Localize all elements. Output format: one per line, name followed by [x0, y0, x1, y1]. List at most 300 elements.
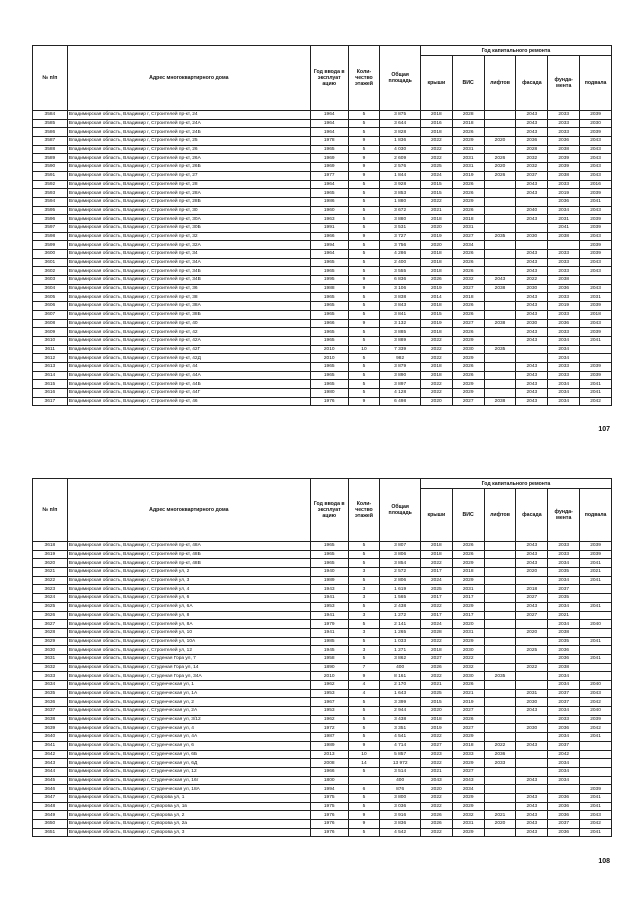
cell-num: 3627: [33, 620, 68, 629]
col-address-header: Адрес многоквартирного дома: [67, 479, 310, 542]
cell-area: 3 885: [380, 328, 421, 337]
cell-facade: 2043: [516, 111, 548, 120]
cell-foundation: 2033: [548, 542, 580, 551]
cell-basement: [580, 672, 612, 681]
col-vis-header: ВИС: [452, 489, 484, 542]
cell-facade: 2043: [516, 602, 548, 611]
cell-basement: 2040: [580, 707, 612, 716]
cell-facade: [516, 681, 548, 690]
cell-floors: 5: [348, 189, 380, 198]
table-row: [33, 328, 612, 337]
cell-floors: 5: [348, 767, 380, 776]
cell-address: Владимирская область, Владимир г, Строителей пр-кт, 30Б: [67, 223, 310, 232]
cell-year: 1965: [310, 542, 348, 551]
cell-year: 1988: [310, 284, 348, 293]
cell-area: 400: [380, 776, 421, 785]
cell-floors: 6: [348, 785, 380, 794]
cell-basement: 2043: [580, 284, 612, 293]
cell-floors: 5: [348, 223, 380, 232]
cell-floors: 5: [348, 715, 380, 724]
cell-facade: 2043: [516, 559, 548, 568]
cell-num: 3611: [33, 345, 68, 354]
cell-year: 1960: [310, 206, 348, 215]
col-facade-header: фасада: [516, 489, 548, 542]
cell-foundation: 2033: [548, 550, 580, 559]
cell-area: 3 106: [380, 284, 421, 293]
cell-foundation: 2036: [548, 811, 580, 820]
cell-vis: 2022: [452, 654, 484, 663]
cell-basement: [580, 276, 612, 285]
cell-facade: 2032: [516, 163, 548, 172]
cell-year: 1980: [310, 389, 348, 398]
cell-num: 3639: [33, 724, 68, 733]
table-row: [33, 389, 612, 398]
cell-basement: 2041: [580, 336, 612, 345]
cell-foundation: 2037: [548, 741, 580, 750]
cell-basement: 2041: [580, 602, 612, 611]
cell-num: 3590: [33, 163, 68, 172]
cell-roof: 2015: [420, 310, 452, 319]
cell-roof: 2043: [420, 776, 452, 785]
cell-address: Владимирская область, Владимир г, Студенческая ул, 12: [67, 767, 310, 776]
cell-floors: 5: [348, 698, 380, 707]
cell-foundation: 2034: [548, 206, 580, 215]
cell-lift: 2020: [484, 820, 516, 829]
cell-floors: 5: [348, 258, 380, 267]
cell-vis: 2029: [452, 793, 484, 802]
cell-facade: 2018: [516, 585, 548, 594]
cell-floors: 5: [348, 336, 380, 345]
cell-floors: 5: [348, 145, 380, 154]
cell-basement: 2041: [580, 793, 612, 802]
cell-lift: [484, 380, 516, 389]
cell-roof: 2017: [420, 611, 452, 620]
cell-area: 3 836: [380, 820, 421, 829]
cell-basement: 2043: [580, 811, 612, 820]
cell-facade: 2043: [516, 793, 548, 802]
cell-roof: 2022: [420, 672, 452, 681]
cell-basement: [580, 345, 612, 354]
table-row: [33, 397, 612, 406]
cell-floors: 5: [348, 620, 380, 629]
cell-num: 3624: [33, 594, 68, 603]
cell-floors: [348, 776, 380, 785]
cell-basement: 2039: [580, 362, 612, 371]
cell-vis: 2027: [452, 397, 484, 406]
cell-foundation: 2034: [548, 602, 580, 611]
cell-foundation: 2034: [548, 776, 580, 785]
cell-floors: 5: [348, 310, 380, 319]
cell-address: Владимирская область, Владимир г, Строителей пр-кт, 25: [67, 137, 310, 146]
cell-address: Владимирская область, Владимир г, Строителей ул, 10: [67, 628, 310, 637]
cell-floors: 9: [348, 820, 380, 829]
cell-basement: 2039: [580, 302, 612, 311]
cell-area: 982: [380, 354, 421, 363]
cell-vis: 2034: [452, 241, 484, 250]
cell-vis: 2029: [452, 759, 484, 768]
cell-foundation: 2034: [548, 672, 580, 681]
cell-year: 1953: [310, 689, 348, 698]
cell-num: 3643: [33, 759, 68, 768]
cell-year: 1975: [310, 802, 348, 811]
cell-lift: [484, 689, 516, 698]
cell-floors: 5: [348, 354, 380, 363]
cell-vis: 2027: [452, 319, 484, 328]
cell-vis: 2026: [452, 206, 484, 215]
cell-foundation: 2033: [548, 310, 580, 319]
cell-address: Владимирская область, Владимир г, Строителей пр-кт, 44Г: [67, 389, 310, 398]
cell-vis: 2018: [452, 215, 484, 224]
table-row: [33, 802, 612, 811]
cell-year: 1979: [310, 620, 348, 629]
cell-address: Владимирская область, Владимир г, Строителей пр-кт, 42А: [67, 336, 310, 345]
table-row: [33, 119, 612, 128]
cell-floors: 5: [348, 328, 380, 337]
cell-lift: [484, 145, 516, 154]
cell-area: 3 880: [380, 215, 421, 224]
cell-facade: 2030: [516, 698, 548, 707]
col-year-header: Год ввода в эксплуат ацию: [310, 479, 348, 542]
table-row: [33, 689, 612, 698]
cell-vis: 2026: [452, 189, 484, 198]
table-row: [33, 776, 612, 785]
cell-roof: 2018: [420, 550, 452, 559]
table-row: [33, 336, 612, 345]
cell-address: Владимирская область, Владимир г, Строителей ул, 6А: [67, 602, 310, 611]
cell-address: Владимирская область, Владимир г, Строителей пр-кт, 34А: [67, 258, 310, 267]
cell-facade: [516, 241, 548, 250]
cell-area: 1 272: [380, 611, 421, 620]
cell-floors: 5: [348, 111, 380, 120]
cell-num: 3608: [33, 319, 68, 328]
cell-facade: [516, 750, 548, 759]
col-num-header: № п/п: [33, 46, 68, 111]
cell-roof: 2018: [420, 715, 452, 724]
cell-floors: 5: [348, 267, 380, 276]
cell-floors: 5: [348, 654, 380, 663]
cell-address: Владимирская область, Владимир г, Строителей пр-кт, 46: [67, 397, 310, 406]
cell-facade: [516, 767, 548, 776]
cell-address: Владимирская область, Владимир г, Строителей пр-кт, 34: [67, 250, 310, 259]
cell-floors: 3: [348, 646, 380, 655]
col-vis-header: ВИС: [452, 56, 484, 111]
cell-floors: 5: [348, 206, 380, 215]
table-row: [33, 707, 612, 716]
cell-year: 1994: [310, 785, 348, 794]
cell-vis: 2031: [452, 223, 484, 232]
cell-foundation: 2037: [548, 585, 580, 594]
cell-roof: 2020: [420, 397, 452, 406]
cell-floors: 5: [348, 119, 380, 128]
cell-year: 1945: [310, 646, 348, 655]
table-row: [33, 276, 612, 285]
cell-num: 3616: [33, 389, 68, 398]
table-row: [33, 637, 612, 646]
cell-basement: 2039: [580, 128, 612, 137]
cell-foundation: 2034: [548, 576, 580, 585]
cell-year: 1965: [310, 293, 348, 302]
cell-facade: [516, 223, 548, 232]
cell-address: Владимирская область, Владимир г, Строителей пр-кт, 36: [67, 284, 310, 293]
cell-lift: [484, 707, 516, 716]
table-row: [33, 715, 612, 724]
cell-address: Владимирская область, Владимир г, Строителей пр-кт, 42Д: [67, 354, 310, 363]
cell-vis: 2019: [452, 171, 484, 180]
table-row: [33, 672, 612, 681]
cell-lift: 2021: [484, 811, 516, 820]
cell-vis: 2029: [452, 802, 484, 811]
cell-year: 1941: [310, 611, 348, 620]
cell-area: 3 838: [380, 293, 421, 302]
cell-facade: 2043: [516, 380, 548, 389]
cell-basement: 2042: [580, 724, 612, 733]
cell-num: 3645: [33, 776, 68, 785]
cell-floors: 9: [348, 137, 380, 146]
cell-area: 3 807: [380, 542, 421, 551]
cell-foundation: 2041: [548, 223, 580, 232]
cell-lift: [484, 698, 516, 707]
table-row: [33, 620, 612, 629]
cell-address: Владимирская область, Владимир г, Студенческая ул, 1А: [67, 689, 310, 698]
cell-address: Владимирская область, Владимир г, Студенческая ул, 6Д: [67, 759, 310, 768]
cell-year: 1962: [310, 715, 348, 724]
cell-lift: 2020: [484, 137, 516, 146]
col-floors-header: Коли-чество этажей: [348, 46, 380, 111]
cell-address: Владимирская область, Владимир г, Строителей ул, 8А: [67, 620, 310, 629]
cell-vis: 2026: [452, 715, 484, 724]
cell-address: Владимирская область, Владимир г, Студеная Гора ул, 34А: [67, 672, 310, 681]
cell-year: 1965: [310, 336, 348, 345]
table-row: [33, 542, 612, 551]
cell-floors: 10: [348, 750, 380, 759]
cell-foundation: 2038: [548, 171, 580, 180]
cell-floors: 5: [348, 380, 380, 389]
cell-floors: 3: [348, 568, 380, 577]
cell-floors: 5: [348, 241, 380, 250]
cell-area: 2 944: [380, 707, 421, 716]
cell-vis: 2017: [452, 611, 484, 620]
cell-lift: 2038: [484, 319, 516, 328]
cell-roof: 2022: [420, 145, 452, 154]
cell-floors: 9: [348, 284, 380, 293]
cell-address: Владимирская область, Владимир г, Студеная Гора ул, 14: [67, 663, 310, 672]
cell-year: 1953: [310, 707, 348, 716]
cell-floors: 5: [348, 302, 380, 311]
table-row: [33, 111, 612, 120]
cell-vis: 2030: [452, 646, 484, 655]
cell-roof: 2018: [420, 646, 452, 655]
cell-num: 3649: [33, 811, 68, 820]
cell-year: 1985: [310, 637, 348, 646]
table-row: [33, 594, 612, 603]
cell-year: 1965: [310, 145, 348, 154]
cell-year: 1943: [310, 585, 348, 594]
cell-lift: [484, 568, 516, 577]
cell-vis: 2034: [452, 785, 484, 794]
cell-facade: [516, 637, 548, 646]
cell-floors: 9: [348, 154, 380, 163]
cell-num: 3638: [33, 715, 68, 724]
cell-num: 3607: [33, 310, 68, 319]
cell-vis: 2032: [452, 276, 484, 285]
cell-year: 1800: [310, 776, 348, 785]
cell-area: 1 565: [380, 594, 421, 603]
cell-num: 3604: [33, 284, 68, 293]
page-107: [32, 45, 612, 406]
col-basement-header: подвала: [580, 489, 612, 542]
cell-basement: 2043: [580, 163, 612, 172]
cell-year: 1963: [310, 215, 348, 224]
cell-roof: 2017: [420, 568, 452, 577]
cell-floors: 10: [348, 345, 380, 354]
cell-facade: 2043: [516, 250, 548, 259]
cell-roof: 2022: [420, 154, 452, 163]
cell-area: 5 857: [380, 750, 421, 759]
cell-basement: 2016: [580, 180, 612, 189]
cell-address: Владимирская область, Владимир г, Строителей пр-кт, 48А: [67, 542, 310, 551]
cell-basement: [580, 767, 612, 776]
cell-address: Владимирская область, Владимир г, Строителей пр-кт, 26А: [67, 154, 310, 163]
cell-year: 1987: [310, 733, 348, 742]
cell-lift: [484, 620, 516, 629]
cell-basement: 2042: [580, 820, 612, 829]
cell-num: 3620: [33, 559, 68, 568]
cell-lift: [484, 733, 516, 742]
cell-basement: [580, 776, 612, 785]
cell-num: 3603: [33, 276, 68, 285]
cell-floors: 5: [348, 389, 380, 398]
cell-floors: 14: [348, 759, 380, 768]
cell-foundation: 2033: [548, 119, 580, 128]
cell-roof: 2018: [420, 302, 452, 311]
cell-lift: [484, 550, 516, 559]
col-basement-header: подвала: [580, 56, 612, 111]
cell-facade: 2030: [516, 284, 548, 293]
cell-floors: 5: [348, 793, 380, 802]
cell-area: 3 438: [380, 715, 421, 724]
cell-foundation: 2019: [548, 302, 580, 311]
table-row: [33, 145, 612, 154]
cell-facade: 2043: [516, 828, 548, 837]
cell-area: 1 265: [380, 628, 421, 637]
cell-vis: 2026: [452, 681, 484, 690]
cell-vis: 2020: [452, 620, 484, 629]
cell-basement: [580, 750, 612, 759]
cell-area: 1 643: [380, 689, 421, 698]
cell-roof: 2020: [420, 785, 452, 794]
cell-basement: 2021: [580, 568, 612, 577]
cell-num: 3586: [33, 128, 68, 137]
cell-lift: [484, 111, 516, 120]
cell-basement: 2041: [580, 380, 612, 389]
cell-num: 3648: [33, 802, 68, 811]
cell-num: 3618: [33, 542, 68, 551]
cell-lift: 2038: [484, 397, 516, 406]
cell-floors: 5: [348, 602, 380, 611]
cell-lift: [484, 310, 516, 319]
cell-foundation: 2033: [548, 180, 580, 189]
cell-basement: 2041: [580, 637, 612, 646]
cell-year: 1991: [310, 223, 348, 232]
cell-num: 3646: [33, 785, 68, 794]
cell-vis: 2017: [452, 594, 484, 603]
table-row: [33, 371, 612, 380]
cell-num: 3598: [33, 232, 68, 241]
cell-floors: 5: [348, 197, 380, 206]
cell-facade: 2043: [516, 128, 548, 137]
cell-facade: 2043: [516, 302, 548, 311]
cell-facade: 2030: [516, 724, 548, 733]
cell-address: Владимирская область, Владимир г, Студенческая ул, 2А: [67, 707, 310, 716]
table-row: [33, 568, 612, 577]
cell-num: 3605: [33, 293, 68, 302]
cell-year: 1995: [310, 276, 348, 285]
cell-vis: 2026: [452, 250, 484, 259]
cell-foundation: 2034: [548, 559, 580, 568]
table-row: [33, 663, 612, 672]
cell-address: Владимирская область, Владимир г, Строителей пр-кт, 30А: [67, 215, 310, 224]
cell-year: 1965: [310, 258, 348, 267]
table-row: [33, 550, 612, 559]
cell-basement: 2041: [580, 576, 612, 585]
cell-area: 3 531: [380, 223, 421, 232]
cell-foundation: 2019: [548, 189, 580, 198]
cell-vis: 2018: [452, 119, 484, 128]
cell-floors: 5: [348, 637, 380, 646]
cell-lift: 2022: [484, 741, 516, 750]
cell-foundation: 2033: [548, 328, 580, 337]
cell-num: 3644: [33, 767, 68, 776]
cell-area: 2 806: [380, 576, 421, 585]
table-row: [33, 206, 612, 215]
cell-vis: 2027: [452, 707, 484, 716]
cell-facade: 2022: [516, 663, 548, 672]
cell-address: Владимирская область, Владимир г, Строителей ул, 12: [67, 646, 310, 655]
table-row: [33, 611, 612, 620]
cell-floors: 5: [348, 724, 380, 733]
cell-lift: [484, 559, 516, 568]
table-row: [33, 741, 612, 750]
cell-facade: 2040: [516, 206, 548, 215]
cell-address: Владимирская область, Владимир г, Строителей пр-кт, 27: [67, 171, 310, 180]
cell-facade: 2030: [516, 319, 548, 328]
cell-num: 3634: [33, 681, 68, 690]
table-row: [33, 602, 612, 611]
cell-area: 3 806: [380, 550, 421, 559]
capital-repair-table: [32, 478, 612, 837]
cell-vis: 2026: [452, 267, 484, 276]
cell-lift: 2020: [484, 163, 516, 172]
cell-roof: 2022: [420, 559, 452, 568]
cell-lift: [484, 602, 516, 611]
cell-year: 1989: [310, 576, 348, 585]
cell-foundation: 2039: [548, 163, 580, 172]
cell-roof: 2022: [420, 733, 452, 742]
cell-year: 2010: [310, 345, 348, 354]
cell-facade: 2025: [516, 646, 548, 655]
cell-facade: 2043: [516, 371, 548, 380]
cell-vis: 2029: [452, 336, 484, 345]
cell-year: 1964: [310, 128, 348, 137]
cell-roof: 2021: [420, 767, 452, 776]
table-row: [33, 585, 612, 594]
cell-facade: 2036: [516, 137, 548, 146]
table-row: [33, 154, 612, 163]
cell-vis: 2029: [452, 576, 484, 585]
cell-floors: 9: [348, 672, 380, 681]
cell-lift: [484, 258, 516, 267]
cell-num: 3625: [33, 602, 68, 611]
